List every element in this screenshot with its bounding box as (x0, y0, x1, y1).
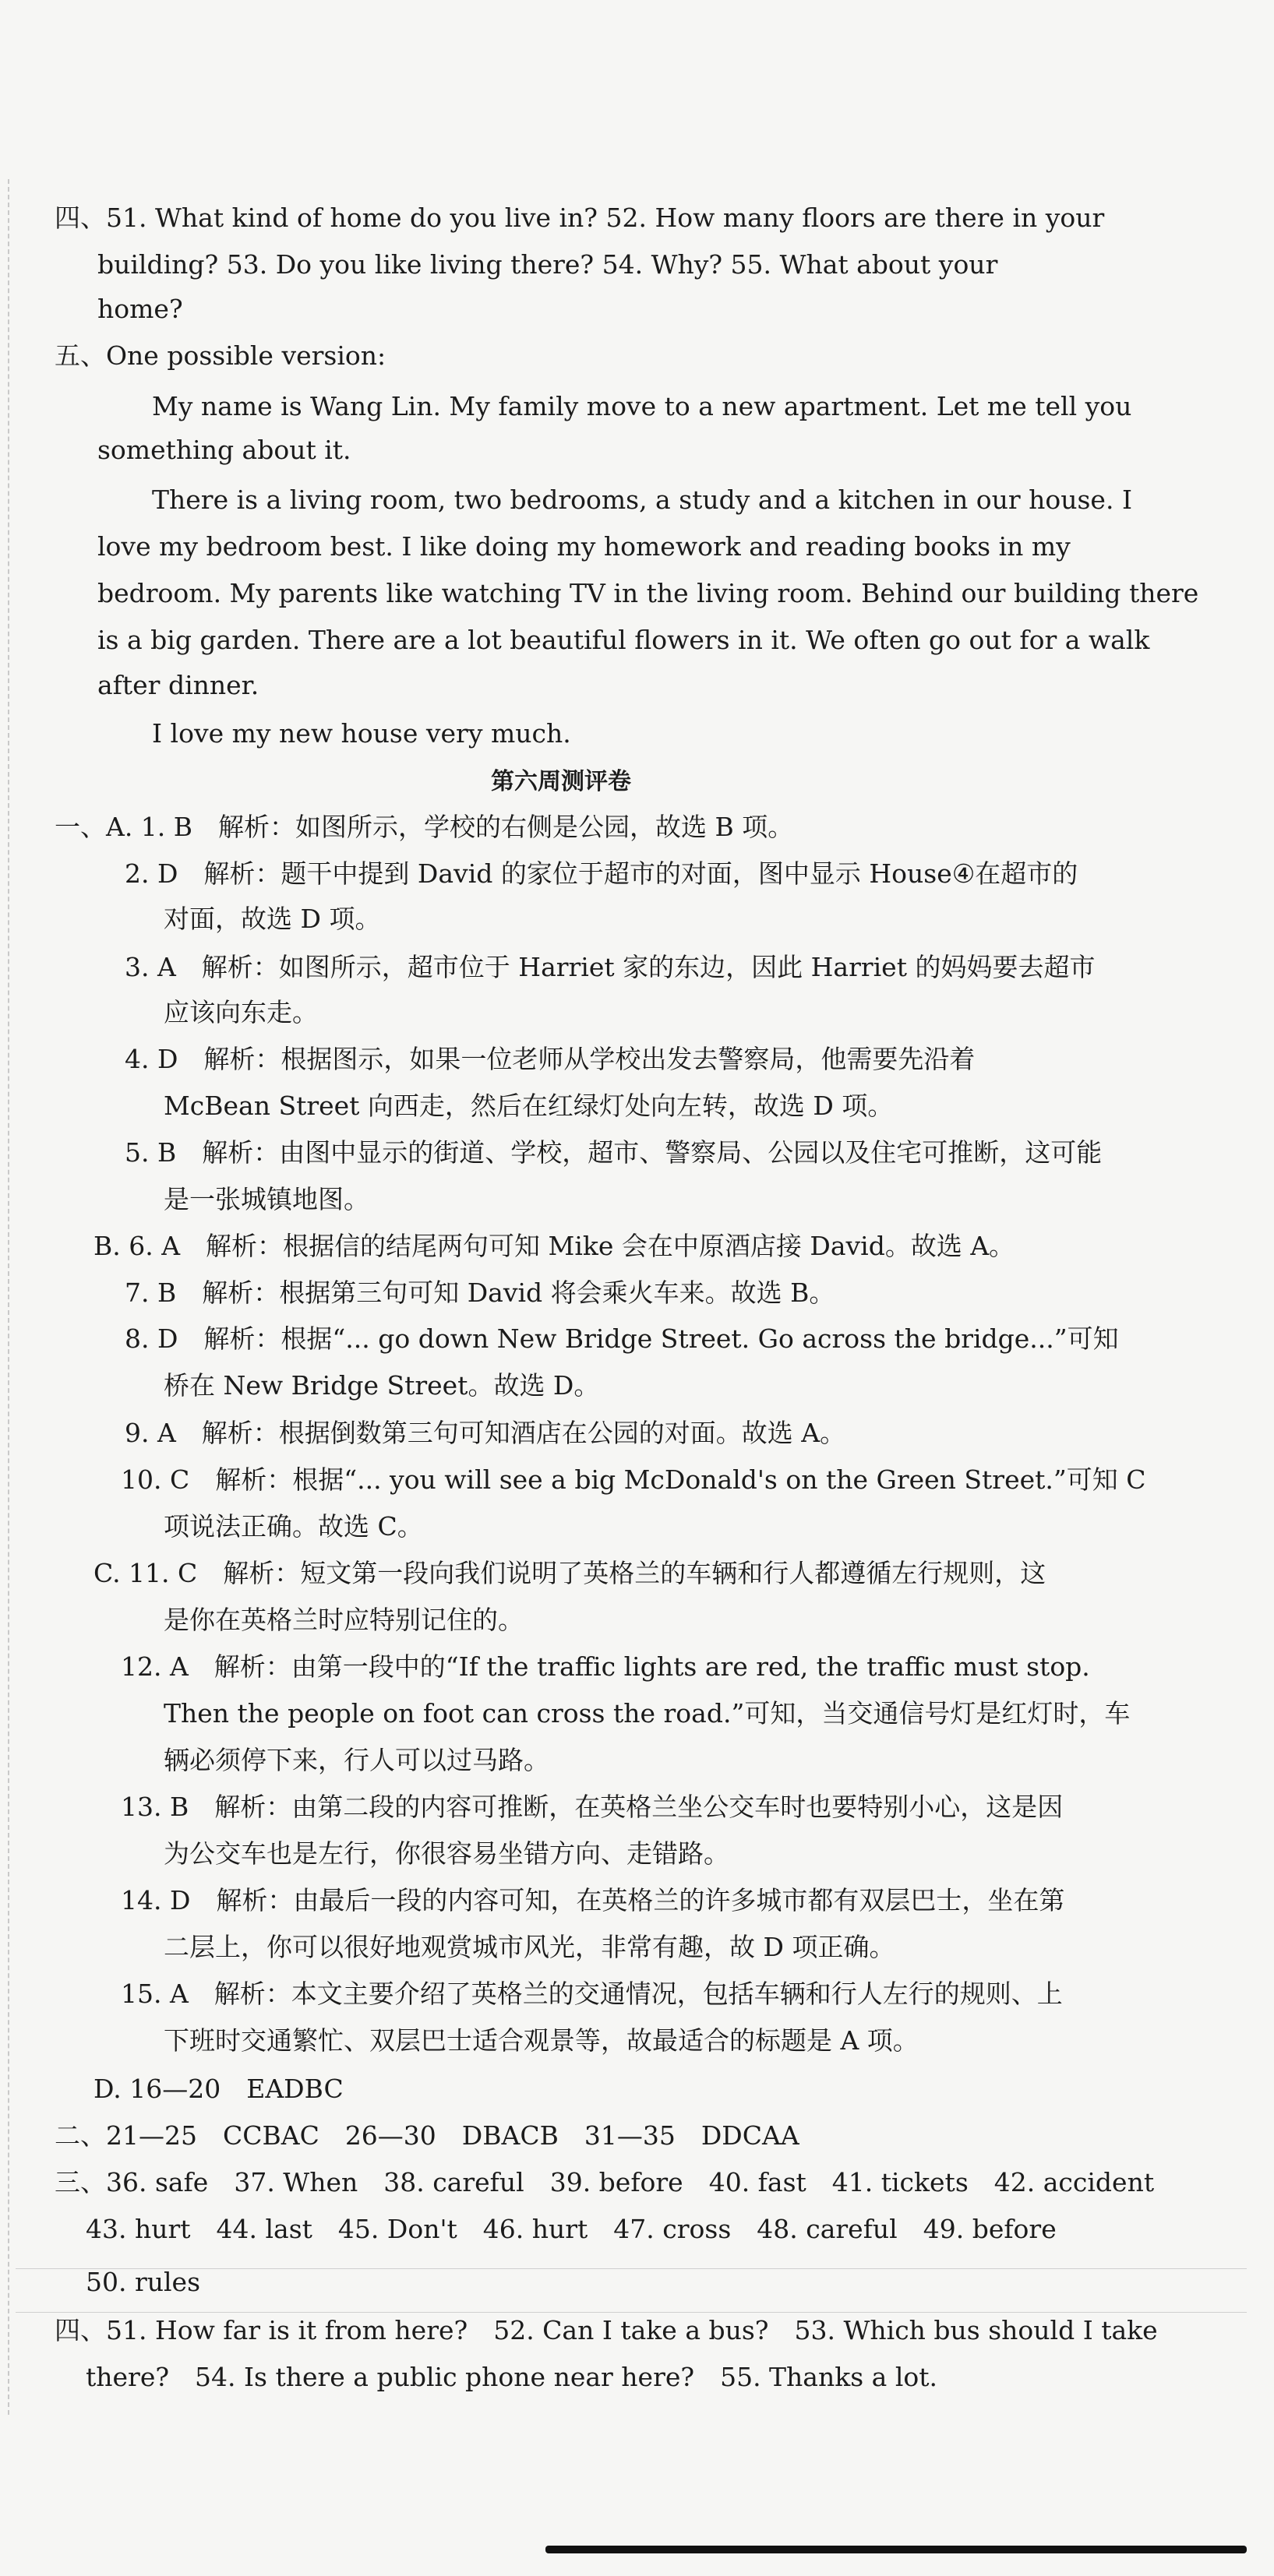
separator-line (16, 2312, 1247, 2313)
text-line: 二、21—25 CCBAC 26—30 DBACB 31—35 DDCAA (55, 2120, 799, 2151)
text-line: 12. A 解析：由第一段中的“If the traffic lights are red, the traffic must stop. (121, 1651, 1090, 1682)
text-line: 二层上，你可以很好地观赏城市风光，非常有趣，故 D 项正确。 (164, 1932, 895, 1962)
text-line: 5. B 解析：由图中显示的街道、学校，超市、警察局、公园以及住宅可推断，这可能 (125, 1137, 1103, 1168)
text-line: 四、51. How far is it from here? 52. Can I take a bus? 53. Which bus should I take (55, 2315, 1158, 2345)
text-line: home? (97, 294, 183, 324)
text-line: 一、A. 1. B 解析：如图所示，学校的右侧是公园，故选 B 项。 (55, 812, 794, 842)
section-title: 第六周测评卷 (491, 768, 631, 795)
text-line: bedroom. My parents like watching TV in the living room. Behind our building there (97, 578, 1199, 608)
text-line: C. 11. C 解析：短文第一段向我们说明了英格兰的车辆和行人都遵循左行规则，这 (94, 1558, 1046, 1588)
text-line: 为公交车也是左行，你很容易坐错方向、走错路。 (164, 1838, 729, 1869)
text-line: 50. rules (86, 2267, 201, 2297)
text-line: 辆必须停下来，行人可以过马路。 (164, 1745, 549, 1775)
text-line: 13. B 解析：由第二段的内容可推断，在英格兰坐公交车时也要特别小心，这是因 (121, 1792, 1064, 1822)
text-line: Then the people on foot can cross the road.”可知，当交通信号灯是红灯时，车 (164, 1698, 1131, 1728)
text-line: building? 53. Do you like living there? 54. Why? 55. What about your (97, 249, 998, 280)
separator-line (16, 2268, 1247, 2269)
text-line: 43. hurt 44. last 45. Don't 46. hurt 47. cross 48. careful 49. before (86, 2214, 1057, 2244)
text-line: 桥在 New Bridge Street。故选 D。 (164, 1370, 600, 1401)
text-line: 4. D 解析：根据图示，如果一位老师从学校出发去警察局，他需要先沿着 (125, 1044, 976, 1074)
text-line: There is a living room, two bedrooms, a study and a kitchen in our house. I (152, 485, 1132, 515)
text-line: 15. A 解析：本文主要介绍了英格兰的交通情况，包括车辆和行人左行的规则、上 (121, 1979, 1063, 2009)
text-line: 项说法正确。故选 C。 (164, 1511, 423, 1542)
text-line: 3. A 解析：如图所示，超市位于 Harriet 家的东边，因此 Harriet 的妈妈要去超市 (125, 952, 1096, 982)
text-line: 下班时交通繁忙、双层巴士适合观景等，故最适合的标题是 A 项。 (164, 2025, 919, 2056)
bottom-edge-bar (545, 2546, 1247, 2553)
text-line: B. 6. A 解析：根据信的结尾两句可知 Mike 会在中原酒店接 David。故选 A。 (94, 1231, 1015, 1261)
text-line: My name is Wang Lin. My family move to a new apartment. Let me tell you (152, 391, 1132, 421)
text-line: McBean Street 向西走，然后在红绿灯处向左转，故选 D 项。 (164, 1091, 894, 1121)
text-line: 9. A 解析：根据倒数第三句可知酒店在公园的对面。故选 A。 (125, 1418, 846, 1448)
text-line: D. 16—20 EADBC (94, 2074, 344, 2104)
margin-dashed-line (8, 179, 9, 2415)
text-line: 五、One possible version: (55, 340, 386, 371)
text-line: 10. C 解析：根据“... you will see a big McDonald's on the Green Street.”可知 C (121, 1464, 1146, 1495)
text-line: 四、51. What kind of home do you live in? 52. How many floors are there in your (55, 203, 1105, 233)
text-line: there? 54. Is there a public phone near here? 55. Thanks a lot. (86, 2362, 937, 2392)
text-line: 对面，故选 D 项。 (164, 904, 381, 934)
text-line: after dinner. (97, 670, 259, 700)
text-line: love my bedroom best. I like doing my homework and reading books in my (97, 531, 1071, 562)
text-line: is a big garden. There are a lot beautiful flowers in it. We often go out for a walk (97, 625, 1150, 655)
text-line: 8. D 解析：根据“... go down New Bridge Street. Go across the bridge...”可知 (125, 1323, 1119, 1354)
text-line: I love my new house very much. (152, 718, 571, 749)
text-line: 7. B 解析：根据第三句可知 David 将会乘火车来。故选 B。 (125, 1277, 835, 1308)
text-line: 14. D 解析：由最后一段的内容可知，在英格兰的许多城市都有双层巴士，坐在第 (121, 1885, 1065, 1915)
text-line: 是你在英格兰时应特别记住的。 (164, 1605, 524, 1635)
text-line: 是一张城镇地图。 (164, 1184, 369, 1214)
text-line: 2. D 解析：题干中提到 David 的家位于超市的对面，图中显示 House④在超市的 (125, 858, 1078, 889)
text-line: 三、36. safe 37. When 38. careful 39. before 40. fast 41. tickets 42. accident (55, 2167, 1155, 2197)
text-line: 应该向东走。 (164, 997, 318, 1027)
text-line: something about it. (97, 435, 351, 465)
